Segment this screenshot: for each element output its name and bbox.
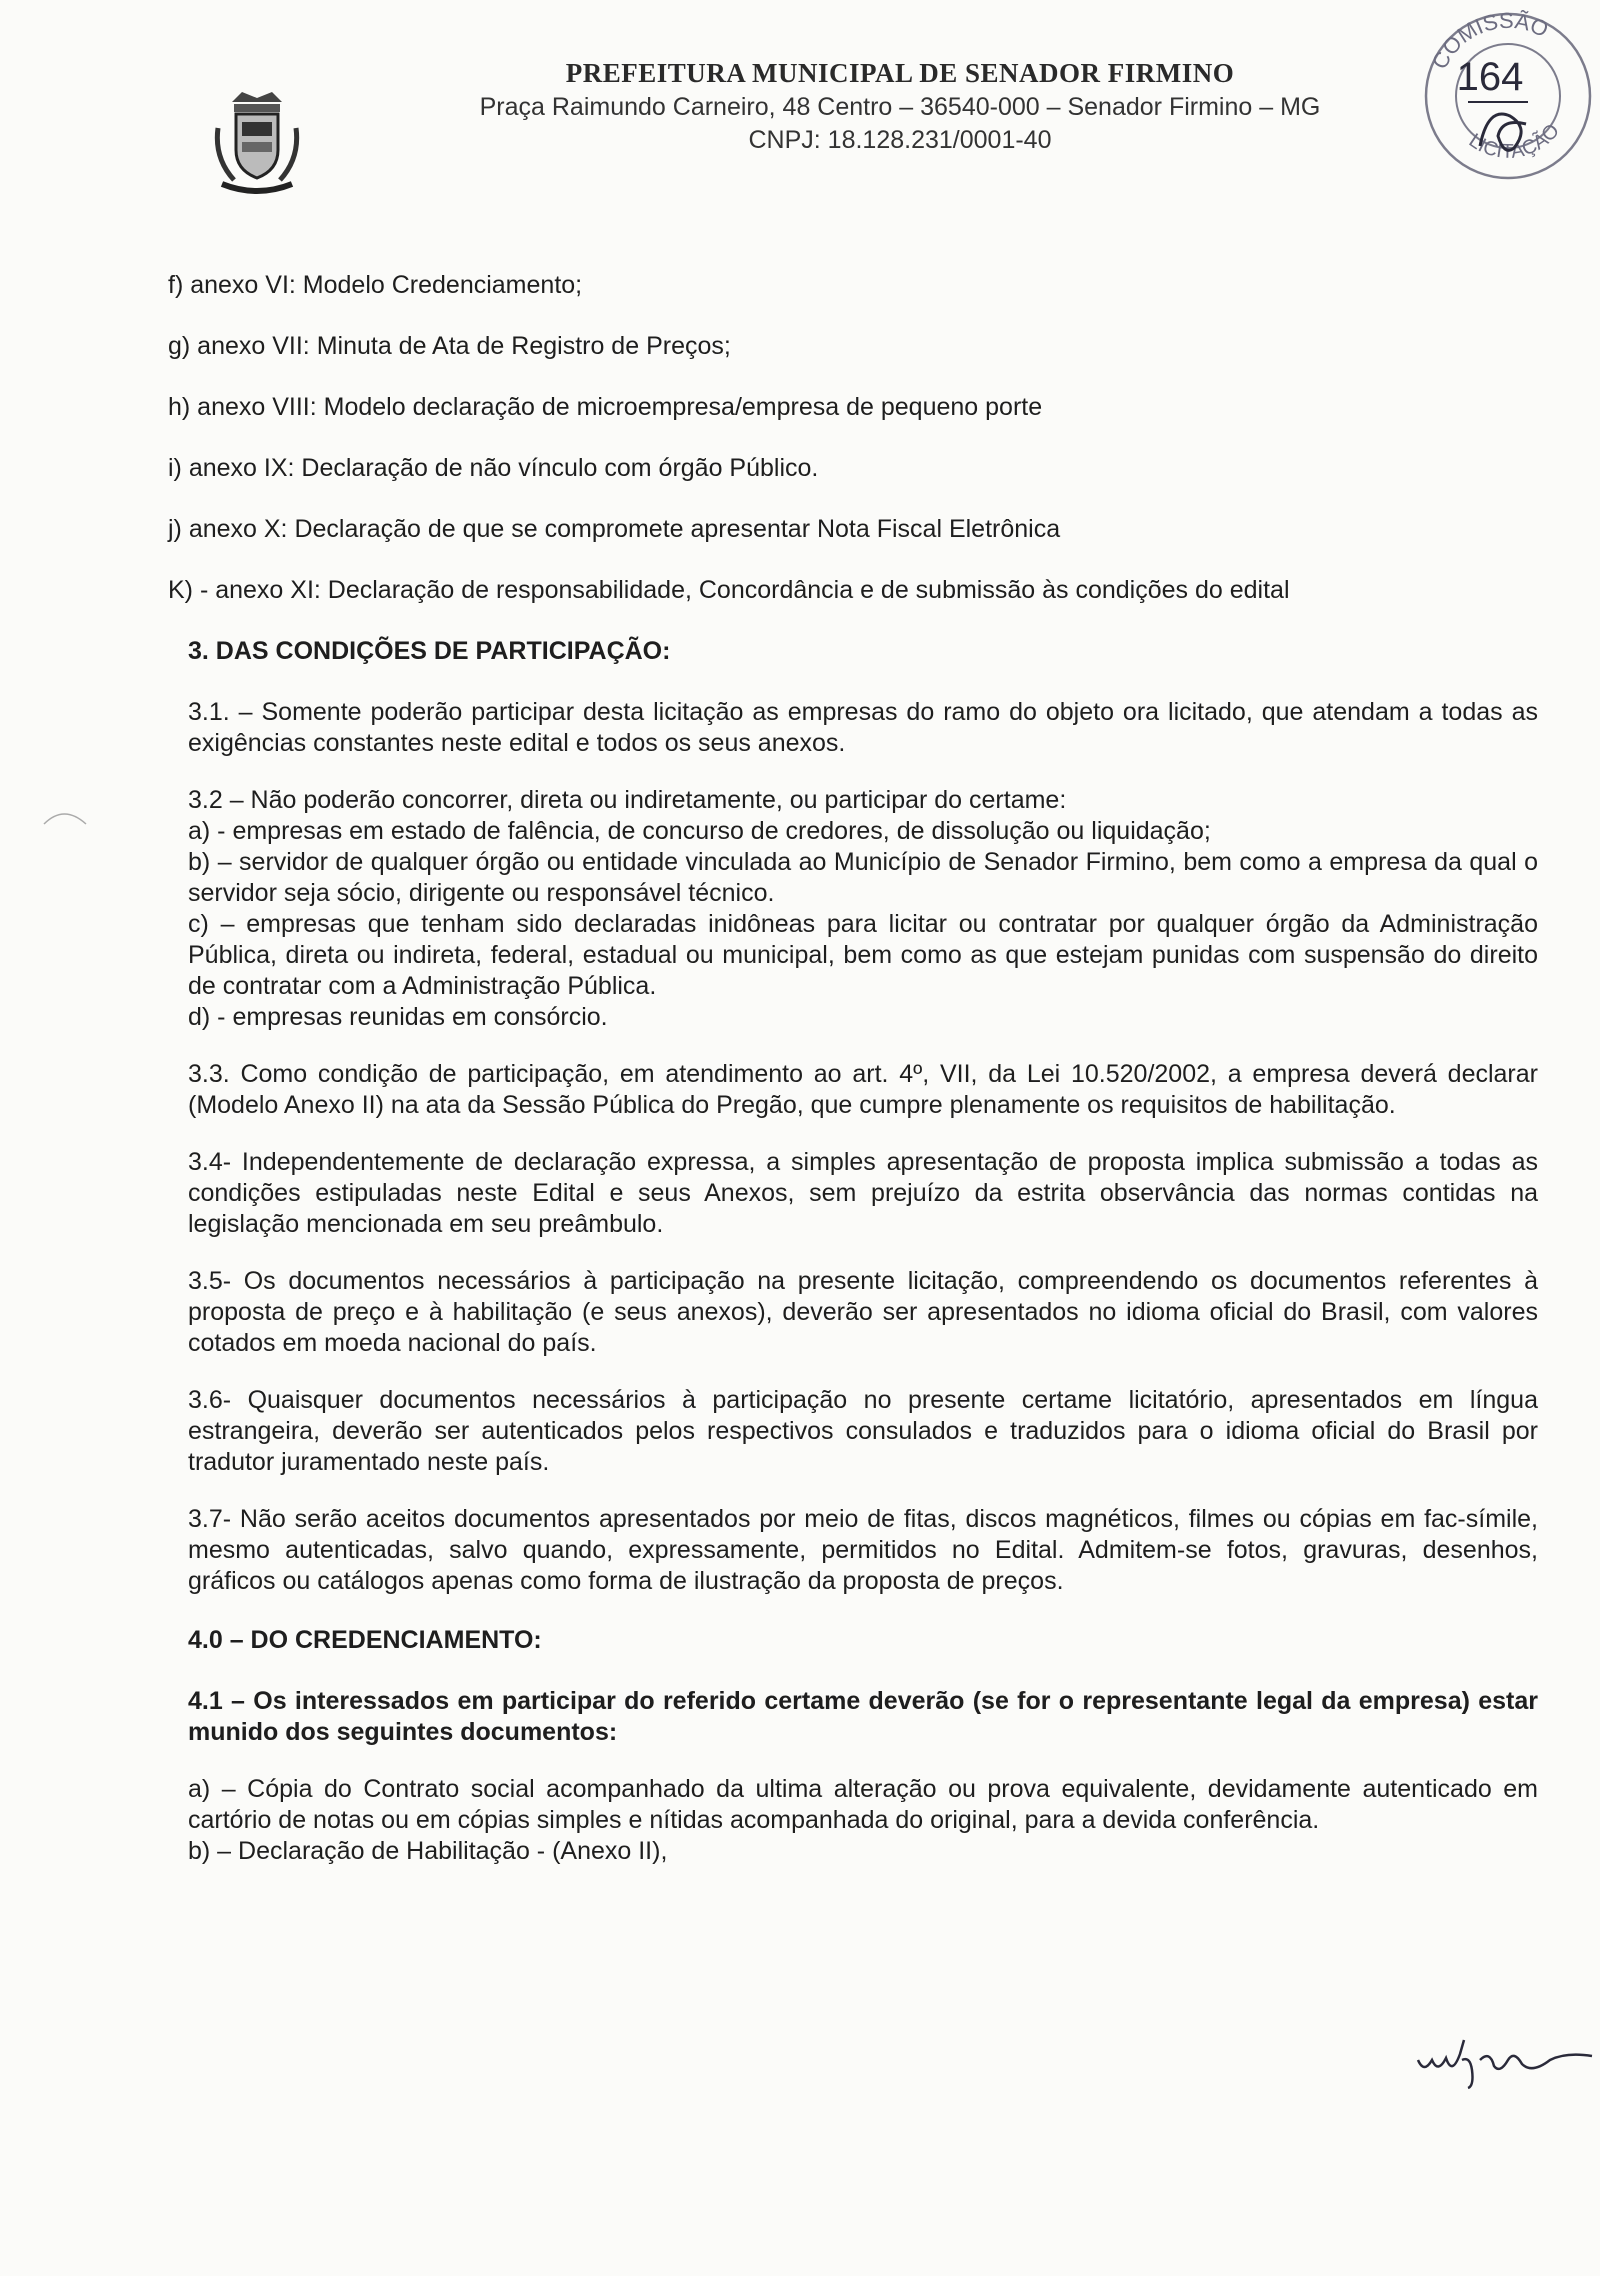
document-body <box>168 270 1538 1893</box>
clause-4-1: 4.1 – Os interessados em participar do referido certame deverão (se for o representante legal da empresa) estar munido dos seguintes documentos: <box>188 1687 1538 1746</box>
clause-3-6: 3.6- Quaisquer documentos necessários à participação no presente certame licitatório, apresentados em língua estrangeira, deverão ser autenticados pelos respectivos consulados e traduzidos para o idioma oficial do Brasil por tradutor juramentado neste país. <box>188 1386 1538 1476</box>
municipality-title: PREFEITURA MUNICIPAL DE SENADOR FIRMINO <box>565 58 1235 88</box>
annex-item-j: j) anexo X: Declaração de que se compromete apresentar Nota Fiscal Eletrônica <box>168 515 1061 543</box>
clause-3-2 <box>188 785 1538 1033</box>
annex-item-g: g) anexo VII: Minuta de Ata de Registro de Preços; <box>168 332 731 360</box>
letterhead <box>400 58 1400 155</box>
clause-3-4: 3.4- Independentemente de declaração expressa, a simples apresentação de proposta implica submissão a todas as condições estipuladas neste Edital e seus Anexos, sem prejuízo da estrita observância das normas contidas na legislação mencionada em seu preâmbulo. <box>188 1148 1538 1238</box>
stamp-page-number: 164 <box>1456 55 1524 99</box>
clause-3-2-b: b) – servidor de qualquer órgão ou entidade vinculada ao Município de Senador Firmino, bem como a empresa da qual o servidor seja sócio, dirigente ou responsável técnico. <box>188 848 1538 907</box>
clause-4-1-b: b) – Declaração de Habilitação - (Anexo II), <box>188 1837 668 1865</box>
stamp-bottom-text: LICITAÇÃO <box>1464 119 1565 163</box>
clause-3-2-d: d) - empresas reunidas em consórcio. <box>188 1003 608 1031</box>
section-3-title: 3. DAS CONDIÇÕES DE PARTICIPAÇÃO: <box>188 637 671 665</box>
clause-3-2-intro: 3.2 – Não poderão concorrer, direta ou indiretamente, ou participar do certame: <box>188 786 1067 814</box>
annex-item-f: f) anexo VI: Modelo Credenciamento; <box>168 271 583 299</box>
annex-item-h: h) anexo VIII: Modelo declaração de microempresa/empresa de pequeno porte <box>168 393 1043 421</box>
clause-3-7: 3.7- Não serão aceitos documentos apresentados por meio de fitas, discos magnéticos, filmes ou cópias em fac-símile, mesmo autenticadas, salvo quando, expressamente, permitidos no Edital. Admitem-se fotos, gravuras, desenhos, gráficos ou catálogos apenas como forma de ilustração da proposta de preços. <box>188 1505 1538 1595</box>
clause-3-5: 3.5- Os documentos necessários à participação na presente licitação, compreendendo os documentos referentes à proposta de preço e à habilitação (e seus anexos), deverão ser apresentados no idioma oficial do Brasil, com valores cotados em moeda nacional do país. <box>188 1267 1538 1357</box>
clause-3-3: 3.3. Como condição de participação, em atendimento ao art. 4º, VII, da Lei 10.520/2002, a empresa deverá declarar (Modelo Anexo II) na ata da Sessão Pública do Pregão, que cumpre plenamente os requisitos de habilitação. <box>188 1060 1538 1119</box>
clause-3-2-c: c) – empresas que tenham sido declaradas inidôneas para licitar ou contratar por qualquer órgão da Administração Pública, direta ou indireta, federal, estadual ou municipal, bem como as que estejam punidas com suspensão do direito de contratar com a Administração Pública. <box>188 910 1538 1000</box>
clause-3-2-a: a) - empresas em estado de falência, de concurso de credores, de dissolução ou liquidação; <box>188 817 1211 845</box>
punch-mark-icon <box>40 800 90 830</box>
section-4-title: 4.0 – DO CREDENCIAMENTO: <box>188 1626 542 1654</box>
stamp-top-text: COMISSÃO <box>1426 7 1553 74</box>
clause-4-1-a: a) – Cópia do Contrato social acompanhado da ultima alteração ou prova equivalente, devidamente autenticado em cartório de notas ou em cópias simples e nítidas acompanhada do original, para a devida conferência. <box>188 1775 1538 1834</box>
clause-4-1-items <box>188 1774 1538 1867</box>
signature-icon <box>1410 2030 1600 2090</box>
commission-stamp-icon <box>1418 6 1598 186</box>
clause-3-1: 3.1. – Somente poderão participar desta licitação as empresas do ramo do objeto ora licitado, que atendam a todas as exigências constantes neste edital e todos os seus anexos. <box>188 698 1538 757</box>
coat-of-arms-icon <box>212 88 302 198</box>
municipality-cnpj: CNPJ: 18.128.231/0001-40 <box>748 126 1052 154</box>
municipality-address: Praça Raimundo Carneiro, 48 Centro – 36540-000 – Senador Firmino – MG <box>479 93 1321 121</box>
annex-item-i: i) anexo IX: Declaração de não vínculo com órgão Público. <box>168 454 819 482</box>
annex-item-k: K) - anexo XI: Declaração de responsabilidade, Concordância e de submissão às condições do edital <box>168 576 1290 604</box>
